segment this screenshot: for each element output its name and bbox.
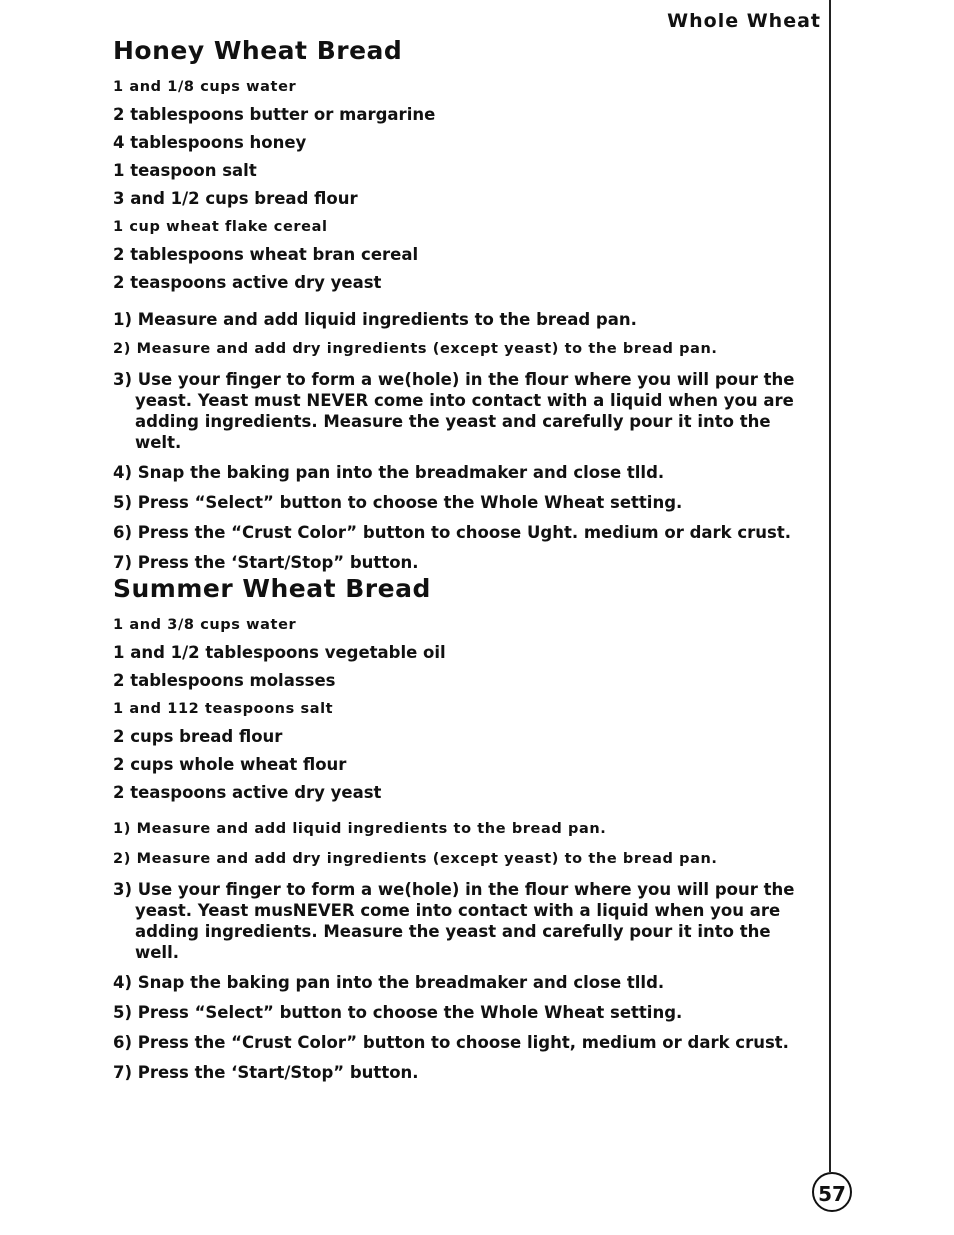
margin-rule bbox=[829, 0, 831, 1172]
instruction-step: 7) Press the ‘Start/Stop” button. bbox=[113, 553, 419, 572]
ingredient-item: 2 tablespoons wheat bran cereal bbox=[113, 245, 419, 264]
instruction-step: 4) Snap the baking pan into the breadmaker and close tlld. bbox=[113, 973, 665, 992]
instruction-step: 1) Measure and add liquid ingredients to the bread pan. bbox=[113, 821, 607, 837]
ingredient-list bbox=[113, 73, 803, 297]
instruction-list bbox=[113, 309, 803, 573]
ingredient-item: 2 cups bread flour bbox=[113, 727, 283, 746]
instruction-step: 2) Measure and add dry ingredients (except yeast) to the bread pan. bbox=[113, 851, 718, 867]
instruction-step: 2) Measure and add dry ingredients (except yeast) to the bread pan. bbox=[113, 341, 718, 357]
instruction-step: 6) Press the “Crust Color” button to choose Ught. medium or dark crust. bbox=[113, 523, 792, 542]
recipe-title: Summer Wheat Bread bbox=[113, 574, 431, 603]
instruction-step: 1) Measure and add liquid ingredients to the bread pan. bbox=[113, 310, 637, 329]
ingredient-item: 2 teaspoons active dry yeast bbox=[113, 273, 382, 292]
ingredient-item: 3 and 1/2 cups bread flour bbox=[113, 189, 358, 208]
instruction-step: 3) Use your finger to form a we(hole) in the flour where you will pour the yeast. Yeast musNEVER come into contact with a liquid when you are adding ingredients. Measure the yeast and carefully pour it into the well. bbox=[113, 880, 795, 962]
ingredient-item: 2 teaspoons active dry yeast bbox=[113, 783, 382, 802]
ingredient-item: 1 and 1/2 tablespoons vegetable oil bbox=[113, 643, 446, 662]
ingredient-item: 1 cup wheat flake cereal bbox=[113, 219, 328, 235]
ingredient-item: 2 cups whole wheat flour bbox=[113, 755, 347, 774]
ingredient-item: 1 teaspoon salt bbox=[113, 161, 257, 180]
ingredient-item: 1 and 1/8 cups water bbox=[113, 79, 297, 95]
recipe-honey-wheat-bread bbox=[113, 36, 803, 582]
instruction-step: 4) Snap the baking pan into the breadmaker and close tlld. bbox=[113, 463, 665, 482]
instruction-step: 5) Press “Select” button to choose the Whole Wheat setting. bbox=[113, 1003, 683, 1022]
instruction-step: 5) Press “Select” button to choose the Whole Wheat setting. bbox=[113, 493, 683, 512]
ingredient-item: 1 and 112 teaspoons salt bbox=[113, 701, 334, 717]
page-number: 57 bbox=[812, 1172, 852, 1212]
instruction-step: 6) Press the “Crust Color” button to choose light, medium or dark crust. bbox=[113, 1033, 789, 1052]
section-header: Whole Wheat bbox=[667, 10, 821, 32]
recipe-title: Honey Wheat Bread bbox=[113, 36, 403, 65]
instruction-step: 3) Use your finger to form a we(hole) in the flour where you will pour the yeast. Yeast must NEVER come into contact with a liquid when you are adding ingredients. Measure the yeast and carefully pour it into the welt. bbox=[113, 370, 795, 452]
ingredient-item: 2 tablespoons molasses bbox=[113, 671, 336, 690]
ingredient-item: 2 tablespoons butter or margarine bbox=[113, 105, 436, 124]
instruction-step: 7) Press the ‘Start/Stop” button. bbox=[113, 1063, 419, 1082]
ingredient-list bbox=[113, 611, 803, 807]
recipe-summer-wheat-bread bbox=[113, 574, 803, 1092]
ingredient-item: 4 tablespoons honey bbox=[113, 133, 307, 152]
ingredient-item: 1 and 3/8 cups water bbox=[113, 617, 297, 633]
instruction-list bbox=[113, 819, 803, 1083]
